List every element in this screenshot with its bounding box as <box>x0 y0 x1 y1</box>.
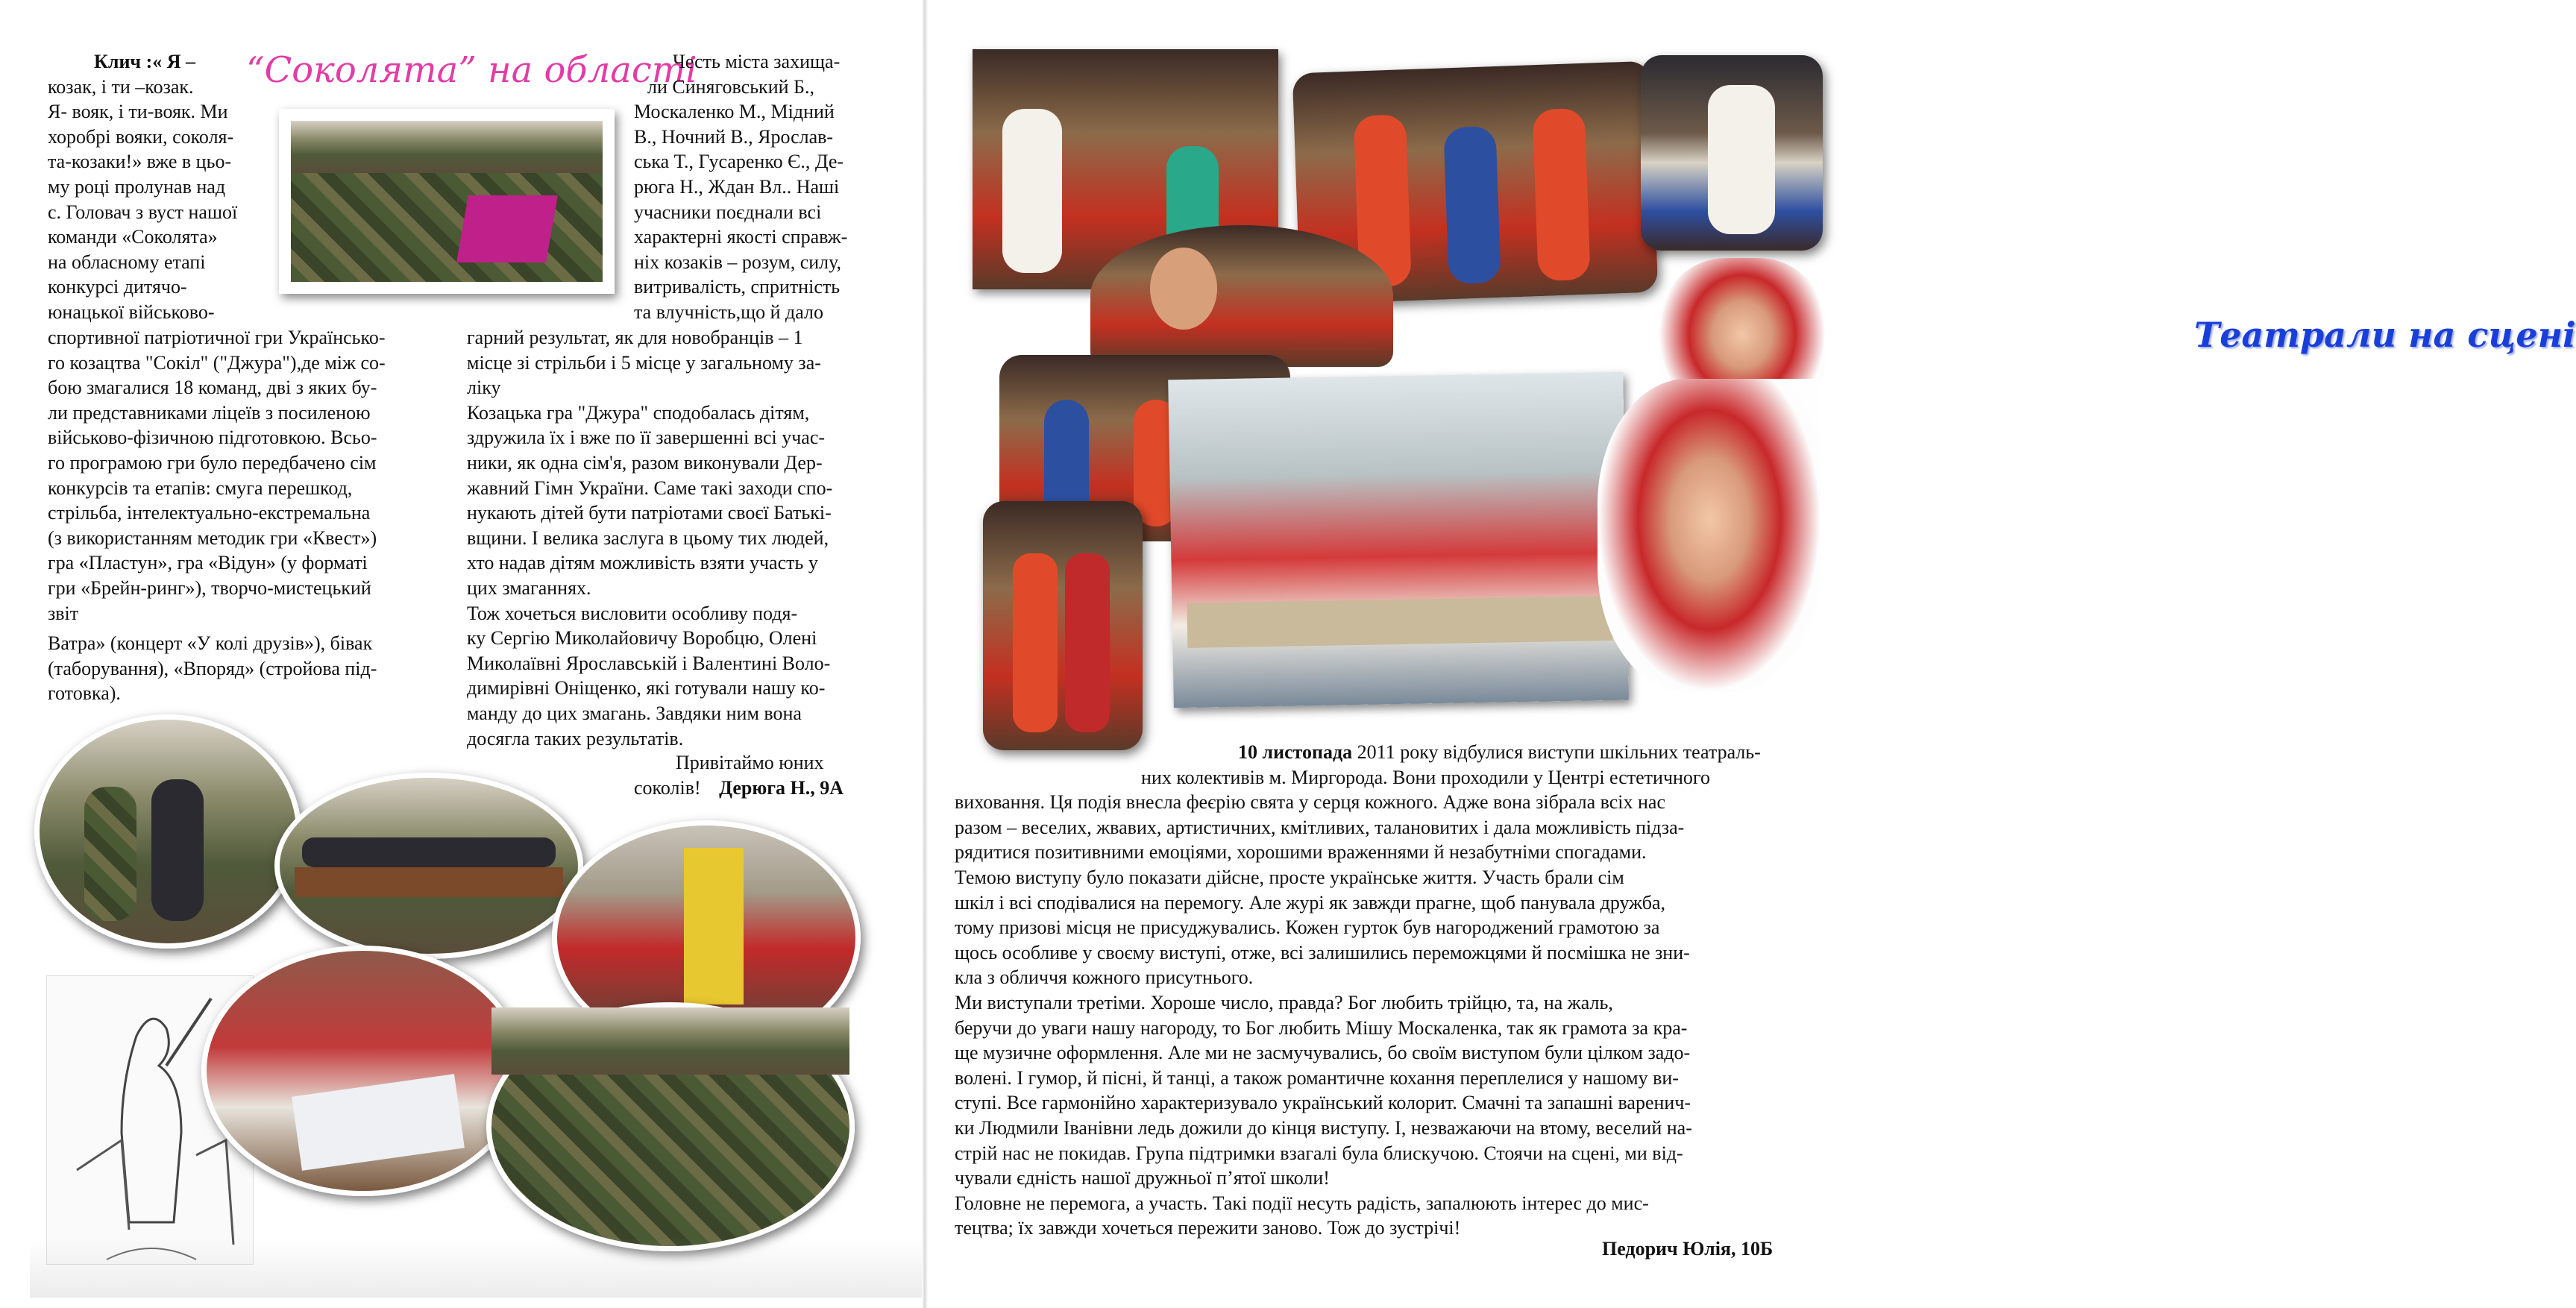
text-line: Козацька гра "Джура" сподобалась дітям, <box>467 401 810 424</box>
text-line: В., Ночний В., Ярослав- <box>634 125 834 148</box>
text-line: ська Т., Гусаренко Є., Де- <box>634 151 844 173</box>
closing-line: Привітаймо юних <box>676 752 824 773</box>
text-line: беручи до уваги нашу нагороду, то Бог любить Мішу Москаленка, так як грамота за кра- <box>955 1016 1688 1039</box>
text-line: досягла таких результатів. <box>467 727 684 749</box>
text-line: го козацтва "Сокіл" ("Джура"),де між со- <box>48 351 386 374</box>
text-line: стрільба, інтелектуально-екстремальна <box>48 502 371 524</box>
text-line: нукають дітей бути патріотами своєї Батькі- <box>467 502 832 524</box>
right-article-title: Театрали на сцені <box>2194 315 2576 355</box>
text-line: рюга Н., Ждан Вл.. Наші <box>634 175 840 198</box>
text-line: чували єдність нашої дружньої п’ятої школи! <box>955 1167 1330 1189</box>
text-line: волені. І гумор, й пісні, й танці, а також романтичне кохання переплелися у нашому ви- <box>955 1066 1679 1089</box>
text-line: готовка). <box>48 682 121 705</box>
text-line: Клич :« Я – <box>94 51 196 72</box>
text-line: спортивної патріотичної гри Українсько- <box>48 327 386 348</box>
text-line: Темою виступу було показати дійсне, просте українське життя. Участь брали сім <box>955 866 1624 888</box>
left-article-col-left-tail <box>48 631 377 706</box>
closing-text: соколів! <box>634 776 701 799</box>
text-line: місце зі стрільби і 5 місце у загальному за- <box>467 351 821 374</box>
left-page <box>0 0 925 1308</box>
text-line: кла з обличчя кожного присутнього. <box>955 966 1254 989</box>
right-signature: Педорич Юлія, 10Б <box>1602 1238 1774 1260</box>
text-line: разом – веселих, жвавих, артистичних, кмітливих, талановитих і дала можливість підза- <box>955 816 1685 838</box>
text-line: них колективів м. Миргорода. Вони проходили у Центрі естетичного <box>1141 766 1710 788</box>
text-line: характерні якості справж- <box>634 226 848 248</box>
text-line: та влучність,що й дало <box>634 301 824 323</box>
text-line: юнацької військово- <box>48 301 215 323</box>
text-line: Я- вояк, і ти-вояк. Ми <box>48 101 228 123</box>
text-line: конкурсі дитячо- <box>48 276 187 298</box>
text-line: ники, як одна сім'я, разом виконували Дер- <box>467 451 823 474</box>
page-shadow <box>30 1238 925 1298</box>
text-line: вщини. І велика заслуга в цьому тих людей, <box>467 526 829 549</box>
text-line <box>955 740 1761 765</box>
text-line: козак, і ти –козак. <box>48 75 194 98</box>
text-line: димирівні Оніщенко, які готували нашу ко- <box>467 677 826 699</box>
text-line: учасники поєднали всі <box>634 201 822 223</box>
left-article-col-right <box>634 49 847 325</box>
text-line: манду до цих змагань. Завдяки ним вона <box>467 702 802 724</box>
photo-oval-map-reading <box>201 946 525 1196</box>
text-line: команди «Соколята» <box>48 226 218 248</box>
text-line: Головне не перемога, а участь. Такі події несуть радість, запалюють інтерес до мис- <box>955 1192 1649 1214</box>
text-line: жавний Гімн України. Саме такі заходи спо- <box>467 477 833 499</box>
text-line: Москаленко М., Мідний <box>634 101 835 123</box>
photo-team-with-flag <box>279 109 615 294</box>
text-line: ку Сергію Миколайовичу Воробцю, Олені <box>467 627 817 650</box>
photo-oval-shooting <box>274 773 583 959</box>
text-line: Ватра» (концерт «У колі друзів»), бівак <box>48 632 373 654</box>
text-line: здружила їх і вже по її завершенні всі учас- <box>467 427 826 449</box>
text-line: Честь міста захища- <box>673 51 841 72</box>
left-article-title: “Соколята” на області <box>246 49 697 91</box>
text-line: звіт <box>48 602 79 624</box>
text-line: стрій нас не покидав. Група підтримки взагалі була блискучою. Стоячи на сцені, ми від- <box>955 1142 1683 1164</box>
text-line: гарний результат, як для новобранців – 1 <box>467 327 803 348</box>
left-article-col-left-full <box>48 325 386 626</box>
text-line: Миколаївні Ярославській і Валентині Воло- <box>467 652 831 674</box>
left-article-col-right-full <box>467 325 832 751</box>
text-line: му році пролунав над <box>48 175 226 198</box>
photo-group-hall <box>1168 372 1629 708</box>
text-line: хто надав дітям можливість взяти участь у <box>467 552 818 574</box>
text-line: (таборування), «Впоряд» (стройова під- <box>48 657 377 679</box>
photo-girl-microphone <box>1598 379 1821 692</box>
text-line: на обласному етапі <box>48 251 206 273</box>
text-line: тому призові місця не присуджувались. Кожен гурток був нагороджений грамотою за <box>955 916 1660 939</box>
text-line: щось особливе у своєму виступі, отже, всі залишились переможцями й посмішка не зни- <box>955 941 1690 963</box>
text-line: військово-фізичною підготовкою. Всьо- <box>48 427 377 449</box>
text-line: конкурсів та етапів: смуга перешкод, <box>48 477 353 499</box>
photo-oval-formation <box>486 1002 855 1251</box>
text-line: витривалість, спритність <box>634 276 841 298</box>
left-signature: Дерюга Н., 9А <box>719 776 844 799</box>
text-line: хоробрі вояки, соколя- <box>48 125 234 148</box>
left-article-closing <box>634 750 844 800</box>
text-line: ли представниками ліцеїв з посиленою <box>48 401 371 424</box>
text-line: Ми виступали третіми. Хороше число, правда? Бог любить трійцю, та, на жаль, <box>955 991 1613 1013</box>
text-line: гри «Брейн-ринг»), творчо-мистецький <box>48 576 371 599</box>
right-page <box>925 0 2576 1308</box>
text-line: Тож хочеться висловити особливу подя- <box>467 602 798 624</box>
text-line: ніх козаків – розум, силу, <box>634 251 842 273</box>
right-article-body <box>955 740 1761 1241</box>
photo-oval-inspection <box>34 714 301 949</box>
text-line: рядитися позитивними емоціями, хорошими враженнями й незабутніми спогадами. <box>955 841 1647 864</box>
text-line: гра «Пластун», гра «Відун» (у форматі <box>48 552 368 574</box>
text-line: тецтва; їх завжди хочеться пережити заново. Тож до зустрічі! <box>955 1217 1461 1239</box>
text-line: та-козаки!» вже в цьо- <box>48 151 232 173</box>
closing-line <box>634 776 844 801</box>
text-line: ли Синяговський Б., <box>647 75 814 98</box>
photo-singer-closeup <box>1090 225 1393 367</box>
first-line-rest: 2011 року відбулися виступи шкільних театраль- <box>1352 741 1761 763</box>
text-line: виховання. Ця подія внесла феєрію свята у серця кожного. Адже вона зібрала всіх нас <box>955 791 1665 814</box>
photo-stage-couple <box>983 501 1143 750</box>
event-date: 10 листопада <box>1238 741 1353 763</box>
text-line: бою змагалися 18 команд, дві з яких бу- <box>48 377 377 399</box>
text-line: ще музичне оформлення. Але ми не засмучувались, бо своїм виступом були цілком задо- <box>955 1042 1691 1064</box>
text-line: ступі. Все гармонійно характеризувало український колорит. Смачні та запашні варенич- <box>955 1092 1691 1114</box>
text-line: шкіл і всі сподівалися на перемогу. Але журі як завжди прагне, щоб панувала дружба, <box>955 891 1666 914</box>
text-line: с. Головач з вуст нашої <box>48 201 238 223</box>
text-line: (з використанням методик гри «Квест») <box>48 526 377 549</box>
photo-stage-dancer <box>1641 55 1823 251</box>
text-line: ки Людмили Іванівни ледь дожили до кінця виступу. І, незважаючи на втому, веселий на- <box>955 1116 1692 1139</box>
text-line: ліку <box>467 377 501 399</box>
text-line: го програмою гри було передбачено сім <box>48 451 377 474</box>
left-article-col-left <box>48 49 237 325</box>
text-line: цих змаганнях. <box>467 576 591 599</box>
